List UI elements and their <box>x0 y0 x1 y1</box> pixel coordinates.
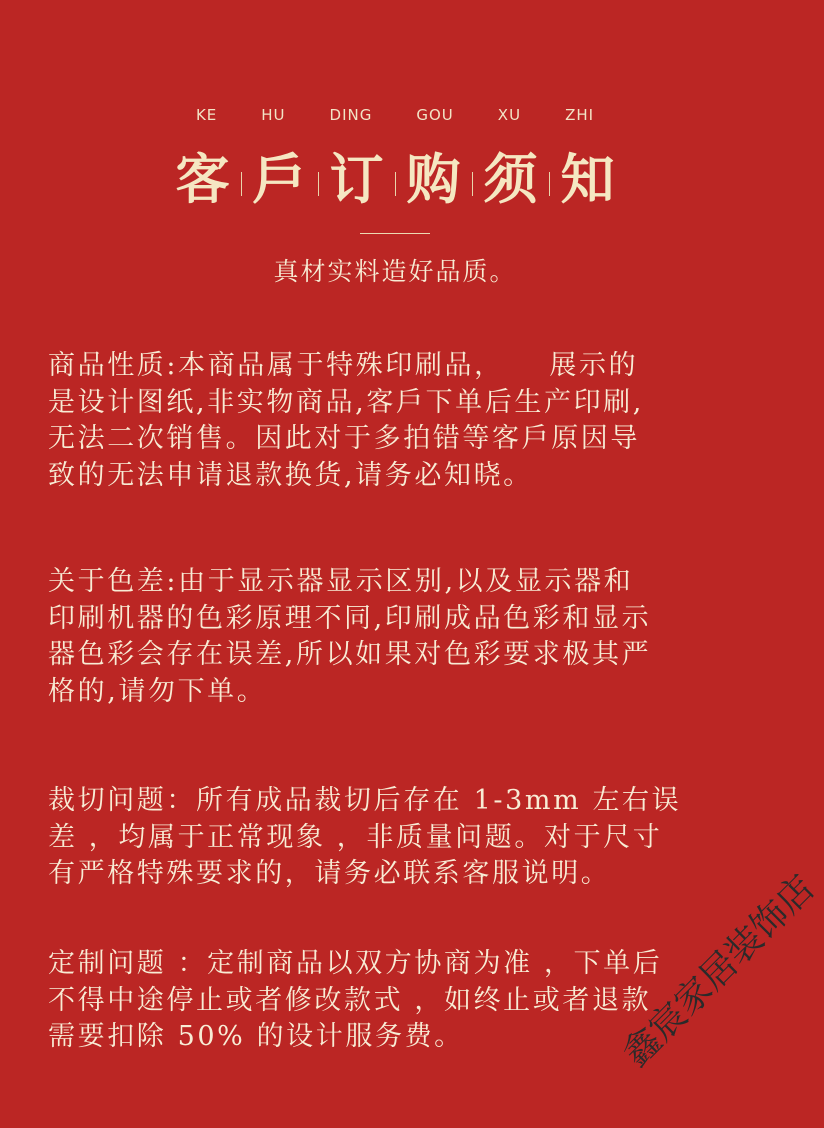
paragraph-line: 无法二次销售。因此对于多拍错等客戶原因导 <box>48 423 640 454</box>
paragraph-line: 致的无法申请退款换货,请务必知晓。 <box>48 459 533 491</box>
title-divider <box>395 172 396 196</box>
paragraph-line: 需要扣除 50% 的设计服务费。 <box>48 1021 464 1052</box>
title-divider <box>241 172 242 196</box>
title-char-3: 订 <box>329 147 384 211</box>
pinyin-gou: GOU <box>416 106 454 124</box>
title-divider <box>318 172 319 196</box>
paragraph-line: 格的,请勿下单。 <box>48 675 267 707</box>
paragraph-line: 差 ，均属于正常现象 ，非质量问题。对于尺寸 <box>48 821 663 853</box>
paragraph-line: 有严格特殊要求的，请务必联系客服说明。 <box>48 858 611 889</box>
title-char-4: 购 <box>406 147 461 211</box>
paragraph-line: 关于色差:由于显示器显示区别,以及显示器和 <box>48 566 634 597</box>
pinyin-xu: XU <box>497 106 522 124</box>
title-char-6: 知 <box>560 147 615 211</box>
paragraph-line: 裁切问题：所有成品裁切后存在 1-3mm 左右误 <box>48 785 682 816</box>
title-char-2: 戶 <box>252 147 307 211</box>
title-divider <box>472 172 473 196</box>
pinyin-zhi: ZHI <box>565 106 595 124</box>
product-nature-paragraph <box>48 348 758 494</box>
pinyin-row <box>0 106 790 124</box>
pinyin-ke: KE <box>195 106 218 124</box>
title-divider <box>549 172 550 196</box>
pinyin-hu: HU <box>261 106 286 124</box>
title-char-5: 须 <box>483 147 538 211</box>
paragraph-line: 商品性质:本商品属于特殊印刷品， 展示的 <box>48 350 639 381</box>
paragraph-line: 定制问题 ：定制商品以双方协商为准 ，下单后 <box>48 948 663 979</box>
cutting-issue-paragraph <box>48 783 758 893</box>
pinyin-ding: DING <box>329 106 373 124</box>
paragraph-line: 印刷机器的色彩原理不同,印刷成品色彩和显示 <box>48 602 652 634</box>
title-underline <box>360 233 430 234</box>
store-watermark: 鑫宸家居装饰店 <box>615 867 823 1075</box>
paragraph-line: 不得中途停止或者修改款式 ，如终止或者退款 <box>48 984 652 1016</box>
color-difference-paragraph <box>48 564 758 710</box>
page-title <box>0 140 790 218</box>
paragraph-line: 是设计图纸,非实物商品,客戶下单后生产印刷, <box>48 386 644 418</box>
title-char-1: 客 <box>175 147 230 211</box>
paragraph-line: 器色彩会存在误差,所以如果对色彩要求极其严 <box>48 639 652 670</box>
subtitle: 真材实料造好品质。 <box>273 257 517 286</box>
